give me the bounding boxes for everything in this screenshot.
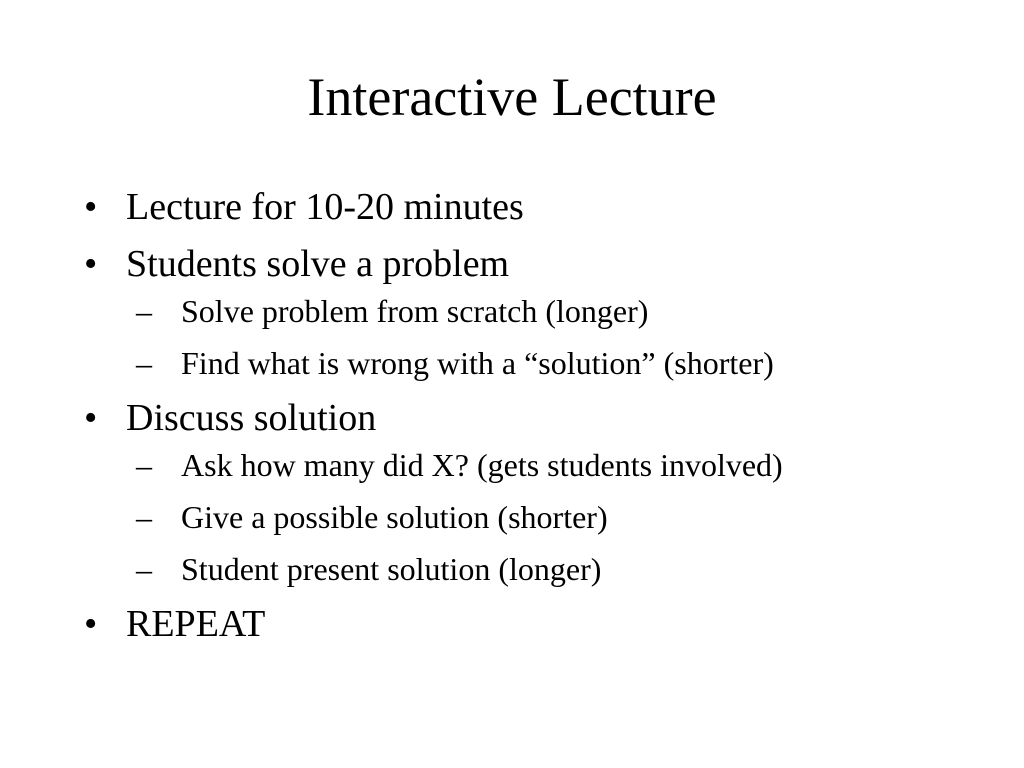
sub-bullet-marker: – <box>136 499 152 535</box>
bullet-item <box>84 601 984 647</box>
sub-bullet-list <box>126 291 984 383</box>
bullet-item <box>84 395 984 589</box>
sub-bullet-text: Ask how many did X? (gets students involved) <box>181 447 783 483</box>
slide-title: Interactive Lecture <box>307 67 717 127</box>
sub-bullet-marker: – <box>136 447 152 483</box>
bullet-marker: • <box>84 603 98 645</box>
bullet-text: Students solve a problem <box>126 243 510 285</box>
sub-bullet-item <box>136 291 984 331</box>
sub-bullet-item <box>136 549 984 589</box>
sub-bullet-text: Student present solution (longer) <box>181 551 602 587</box>
sub-bullet-item <box>136 343 984 383</box>
bullet-item <box>84 241 984 383</box>
bullet-marker: • <box>84 243 98 285</box>
bullet-marker: • <box>84 397 98 439</box>
sub-bullet-marker: – <box>136 551 152 587</box>
sub-bullet-item <box>136 445 984 485</box>
bullet-text: Lecture for 10-20 minutes <box>126 186 524 228</box>
sub-bullet-item <box>136 497 984 537</box>
sub-bullet-text: Solve problem from scratch (longer) <box>181 293 649 329</box>
bullet-item <box>84 184 984 230</box>
sub-bullet-text: Give a possible solution (shorter) <box>181 499 608 535</box>
bullet-text: Discuss solution <box>126 397 377 439</box>
bullet-marker: • <box>84 186 98 228</box>
bullet-list <box>84 184 984 658</box>
bullet-text: REPEAT <box>126 603 266 645</box>
sub-bullet-list <box>126 445 984 589</box>
sub-bullet-marker: – <box>136 293 152 329</box>
sub-bullet-marker: – <box>136 345 152 381</box>
sub-bullet-text: Find what is wrong with a “solution” (shorter) <box>181 345 774 381</box>
